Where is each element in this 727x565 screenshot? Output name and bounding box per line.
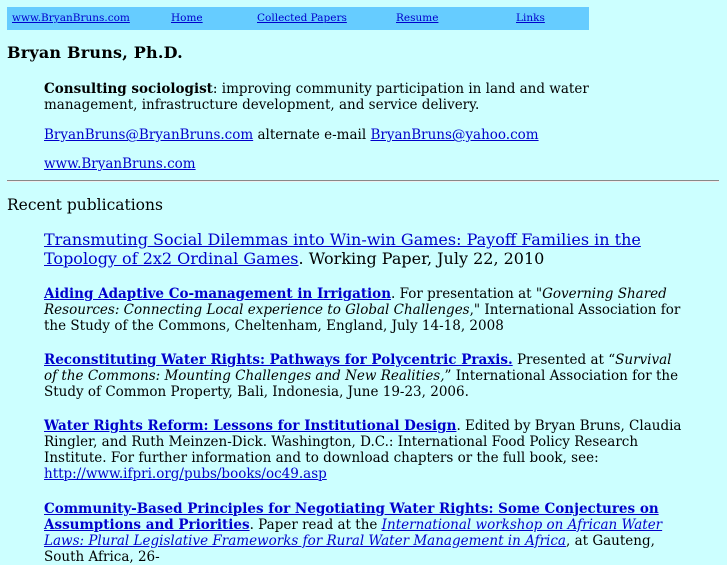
publication-item (44, 286, 684, 334)
publication-item (44, 352, 684, 400)
publication-venue: Survival of the Commons: Mounting Challenges and New Realities, (44, 352, 672, 384)
alternate-email-label: alternate e-mail (253, 127, 371, 143)
nav-link-resume[interactable]: Resume (396, 12, 439, 24)
publication-text: Presented at “ (512, 352, 616, 368)
email-primary-link[interactable]: BryanBruns@BryanBruns.com (44, 127, 254, 143)
website-link[interactable]: www.BryanBruns.com (44, 156, 196, 172)
publication-details: . Edited by Bryan Bruns, Claudia Ringler, and Ruth Meinzen-Dick. Washington, D.C.: International Food Policy Research Institute. For further information and to download chapters or the full book, see: (44, 418, 682, 466)
publication-item (44, 230, 684, 268)
email-alternate-link[interactable]: BryanBruns@yahoo.com (370, 127, 539, 143)
publication-details: ” International Association for the Study of Common Property, Bali, Indonesia, June 19-23, 2006. (44, 368, 679, 400)
nav-link-collected-papers[interactable]: Collected Papers (257, 12, 347, 24)
publication-title-link[interactable]: Community-Based Principles for Negotiating Water Rights: Some Conjectures on Assumptions and Priorities (44, 501, 659, 533)
nav-link-home[interactable]: Home (171, 12, 203, 24)
nav-link-links[interactable]: Links (516, 12, 545, 24)
publication-title-link[interactable]: Reconstituting Water Rights: Pathways for Polycentric Praxis. (44, 352, 513, 368)
publication-url-link[interactable]: http://www.ifpri.org/pubs/books/oc49.asp (44, 466, 327, 482)
publication-venue-link[interactable]: International workshop on African Water Laws: Plural Legislative Frameworks for Rural Water Management in Africa (44, 517, 663, 549)
publication-details: , at Gauteng, South Africa, 26- (44, 533, 655, 565)
publication-details: ," International Association for the Study of the Commons, Cheltenham, England, July 14-18, 2008 (44, 302, 681, 334)
publication-title-link[interactable]: Water Rights Reform: Lessons for Institutional Design (44, 418, 457, 434)
top-nav-bar (7, 7, 589, 30)
publication-title-link[interactable]: Transmuting Social Dilemmas into Win-win Games: Payoff Families in the Topology of 2x2 Ordinal Games (44, 230, 641, 268)
section-divider (7, 180, 719, 182)
tagline (44, 81, 684, 113)
recent-publications-heading: Recent publications (7, 196, 163, 214)
role-label: Consulting sociologist (44, 81, 213, 97)
website-line (44, 156, 684, 172)
publication-venue: Governing Shared Resources: Connecting Local experience to Global Challenges (44, 286, 667, 318)
publication-item (44, 418, 684, 482)
publication-details: . Working Paper, July 22, 2010 (298, 249, 545, 268)
role-description: : improving community participation in land and water management, infrastructure development, and service delivery. (44, 81, 589, 113)
nav-link-site[interactable]: www.BryanBruns.com (12, 12, 130, 24)
publication-title-link[interactable]: Aiding Adaptive Co-management in Irrigation (44, 286, 392, 302)
contact-line (44, 127, 684, 143)
publication-text: . Paper read at the (249, 517, 382, 533)
page-title: Bryan Bruns, Ph.D. (7, 43, 183, 62)
publication-text: . For presentation at " (391, 286, 543, 302)
publication-item (44, 501, 684, 565)
